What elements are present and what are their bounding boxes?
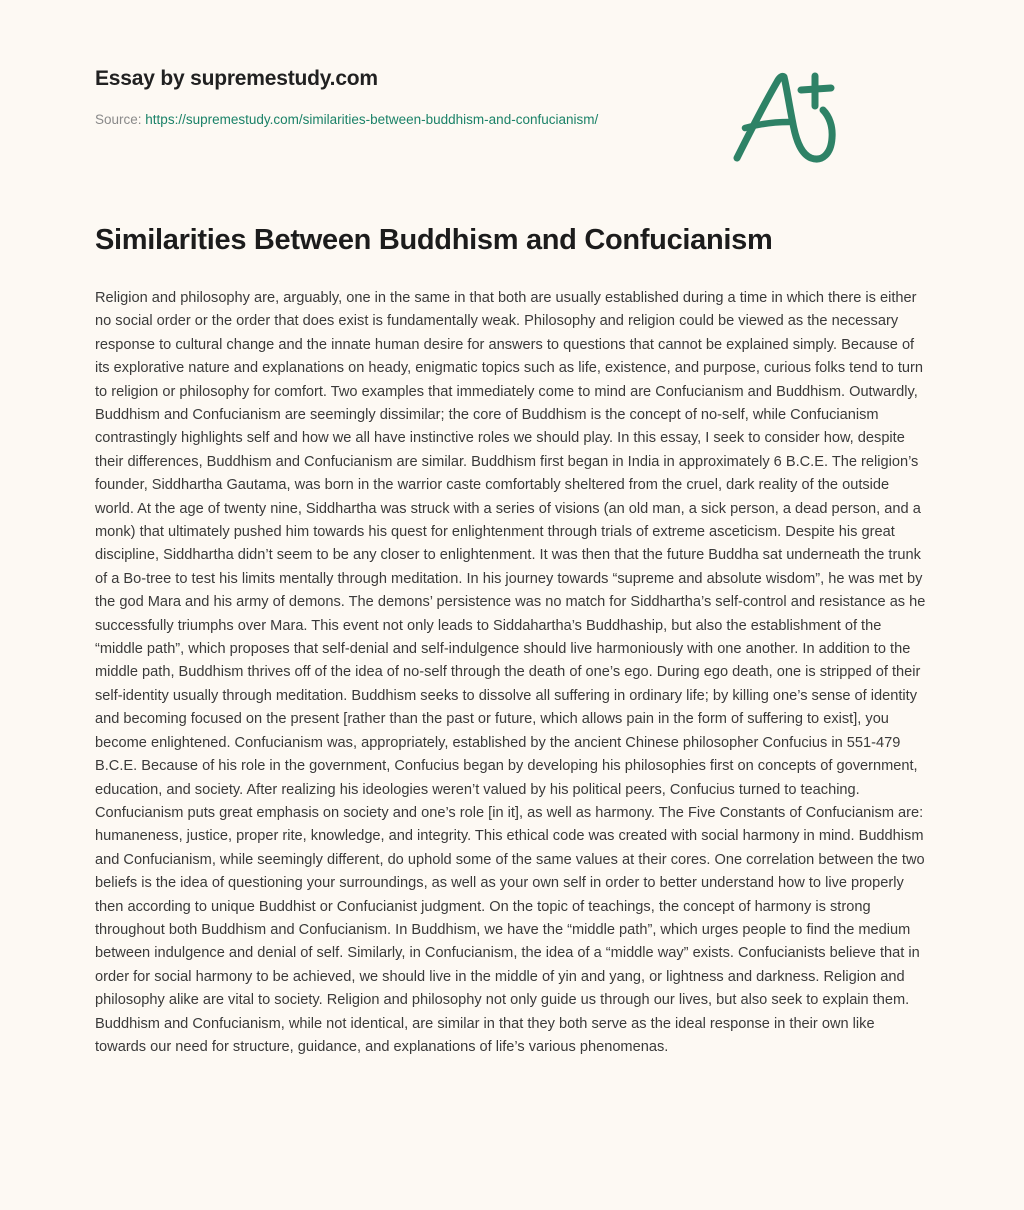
source-label: Source: <box>95 112 142 128</box>
essay-body <box>95 287 929 1059</box>
source-url-link[interactable]: https://supremestudy.com/similarities-between-buddhism-and-confucianism/ <box>145 112 599 128</box>
aplus-logo-icon <box>719 62 849 172</box>
essay-paragraph: Religion and philosophy are, arguably, one in the same in that both are usually established during a time in which there is either no social order or the order that does exist is fundamentally weak. Philosophy and religion could be viewed as the necessary response to cultural change and the innate human desire for answers to questions that cannot be explained simply. Because of its explorative nature and explanations on heady, enigmatic topics such as life, existence, and purpose, curious folks tend to turn to religion or philosophy for comfort. Two examples that immediately come to mind are Confucianism and Buddhism. Outwardly, Buddhism and Confucianism are seemingly dissimilar; the core of Buddhism is the concept of no-self, while Confucianism contrastingly highlights self and how we all have instinctive roles we should play. In this essay, I seek to consider how, despite their differences, Buddhism and Confucianism are similar. Buddhism first began in India in approximately 6 B.C.E. The religion’s founder, Siddhartha Gautama, was born in the warrior caste comfortably sheltered from the cruel, dark reality of the outside world. At the age of twenty nine, Siddhartha was struck with a series of visions (an old man, a sick person, a dead person, and a monk) that ultimately pushed him towards his quest for enlightenment through trials of extreme asceticism. Despite his great discipline, Siddhartha didn’t seem to be any closer to enlightenment. It was then that the future Buddha sat underneath the trunk of a Bo-tree to test his limits mentally through meditation. In his journey towards “supreme and absolute wisdom”, he was met by the god Mara and his army of demons. The demons’ persistence was no match for Siddhartha’s self-control and resistance as he successfully triumphs over Mara. This event not only leads to Siddahartha’s Buddhaship, but also the establishment of the “middle path”, which proposes that self-denial and self-indulgence should live harmoniously with one another. In addition to the middle path, Buddhism thrives off of the idea of no-self through the death of one’s ego. During ego death, one is stripped of their self-identity usually through meditation. Buddhism seeks to dissolve all suffering in ordinary life; by killing one’s sense of identity and becoming focused on the present [rather than the past or future, which allows pain in the form of suffering to exist], you become enlightened. Confucianism was, appropriately, established by the ancient Chinese philosopher Confucius in 551-479 B.C.E. Because of his role in the government, Confucius began by developing his philosophies first on concepts of government, education, and society. After realizing his ideologies weren’t valued by his political peers, Confucius turned to teaching. Confucianism puts great emphasis on society and one’s role [in it], as well as harmony. The Five Constants of Confucianism are: humaneness, justice, proper rite, knowledge, and integrity. This ethical code was created with social harmony in mind. Buddhism and Confucianism, while seemingly different, do uphold some of the same values at their cores. One correlation between the two beliefs is the idea of questioning your surroundings, as well as your own self in order to better understand how to live properly then according to unique Buddhist or Confucianist judgment. On the topic of teachings, the concept of harmony is strong throughout both Buddhism and Confucianism. In Buddhism, we have the “middle path”, which urges people to find the medium between indulgence and denial of self. Similarly, in Confucianism, the idea of a “middle way” exists. Confucianists believe that in order for social harmony to be achieved, we should live in the middle of yin and yang, or lightness and darkness. Religion and philosophy alike are vital to society. Religion and philosophy not only guide us through our lives, but also seek to explain them. Buddhism and Confucianism, while not identical, are similar in that they both serve as the ideal response in their own like towards our need for structure, guidance, and explanations of life’s various phenomenas. <box>95 289 926 1055</box>
page-title: Similarities Between Buddhism and Confucianism <box>95 223 773 256</box>
aplus-logo-svg <box>719 62 849 172</box>
brand-byline: Essay by supremestudy.com <box>95 67 378 90</box>
page-header <box>95 0 929 129</box>
